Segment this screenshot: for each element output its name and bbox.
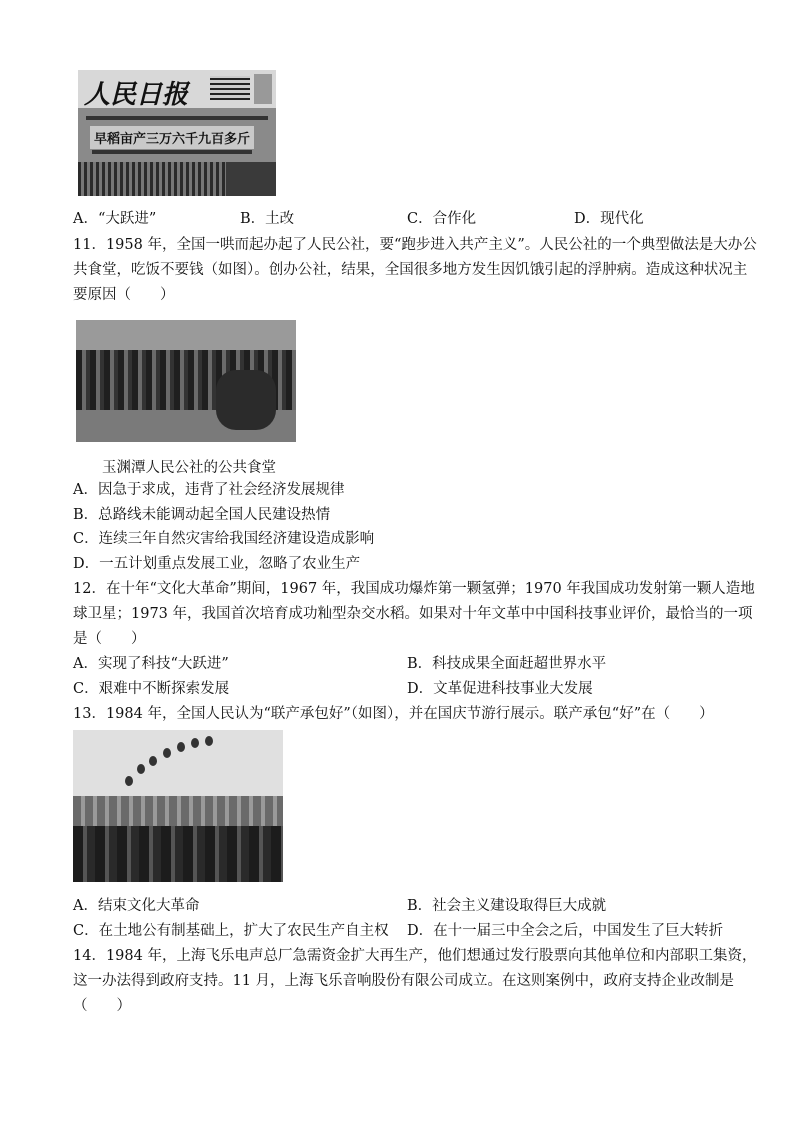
- newspaper-masthead: 人民日报: [84, 80, 189, 110]
- q12-stem-line-1: 12．在十年“文化大革命”期间，1967 年，我国成功爆炸第一颗氢弹；1970 年我国成功发射第一颗人造地: [73, 581, 755, 597]
- q12-stem-line-3: 是（ ）: [73, 631, 146, 647]
- q12-option-b[interactable]: B．科技成果全面赶超世界水平: [407, 656, 607, 672]
- parade-photo: [73, 730, 283, 882]
- q13-option-c[interactable]: C．在土地公有制基础上，扩大了农民生产自主权: [73, 923, 389, 939]
- q13-option-b[interactable]: B．社会主义建设取得巨大成就: [407, 898, 607, 914]
- q11-option-b[interactable]: B．总路线未能调动起全国人民建设热情: [73, 507, 331, 523]
- q10-option-c[interactable]: C．合作化: [407, 211, 477, 227]
- q11-stem-line-2: 共食堂，吃饭不要钱（如图）。创办公社，结果，全国很多地方发生因饥饿引起的浮肿病。造成这种状况主: [73, 262, 748, 278]
- q11-option-c[interactable]: C．连续三年自然灾害给我国经济建设造成影响: [73, 531, 375, 547]
- canteen-photo-caption: 玉渊潭人民公社的公共食堂: [102, 460, 276, 476]
- newspaper-headline: 早稻亩产三万六千九百多斤: [90, 126, 254, 149]
- q12-option-c[interactable]: C．艰难中不断探索发展: [73, 681, 230, 697]
- q10-option-b[interactable]: B．土改: [240, 211, 295, 227]
- q11-stem-line-3: 要原因（ ）: [73, 287, 175, 303]
- q11-option-d[interactable]: D．一五计划重点发展工业，忽略了农业生产: [73, 556, 361, 572]
- newspaper-photo: [78, 70, 276, 196]
- q12-option-a[interactable]: A．实现了科技“大跃进”: [73, 656, 229, 672]
- q14-stem-line-3: （ ）: [73, 998, 131, 1014]
- q10-option-d[interactable]: D．现代化: [574, 211, 644, 227]
- q11-option-a[interactable]: A．因急于求成，违背了社会经济发展规律: [73, 482, 345, 498]
- q10-option-a[interactable]: A．“大跃进”: [73, 211, 157, 227]
- q13-stem-line-1: 13．1984 年，全国人民认为“联产承包好”（如图），并在国庆节游行展示。联产承包“好”在（ ）: [73, 706, 714, 722]
- q12-option-d[interactable]: D．文革促进科技事业大发展: [407, 681, 593, 697]
- q13-option-a[interactable]: A．结束文化大革命: [73, 898, 200, 914]
- q14-stem-line-2: 这一办法得到政府支持。11 月，上海飞乐音响股份有限公司成立。在这则案例中，政府支持企业改制是: [73, 973, 735, 989]
- q14-stem-line-1: 14．1984 年，上海飞乐电声总厂急需资金扩大再生产，他们想通过发行股票向其他单位和内部职工集资，: [73, 948, 757, 964]
- q11-stem-line-1: 11．1958 年，全国一哄而起办起了人民公社，要“跑步进入共产主义”。人民公社的一个典型做法是大办公: [73, 237, 757, 253]
- q13-option-d[interactable]: D．在十一届三中全会之后，中国发生了巨大转折: [407, 923, 724, 939]
- canteen-photo: [76, 320, 296, 442]
- q12-stem-line-2: 球卫星；1973 年，我国首次培育成功籼型杂交水稻。如果对十年文革中中国科技事业评价，最恰当的一项: [73, 606, 753, 622]
